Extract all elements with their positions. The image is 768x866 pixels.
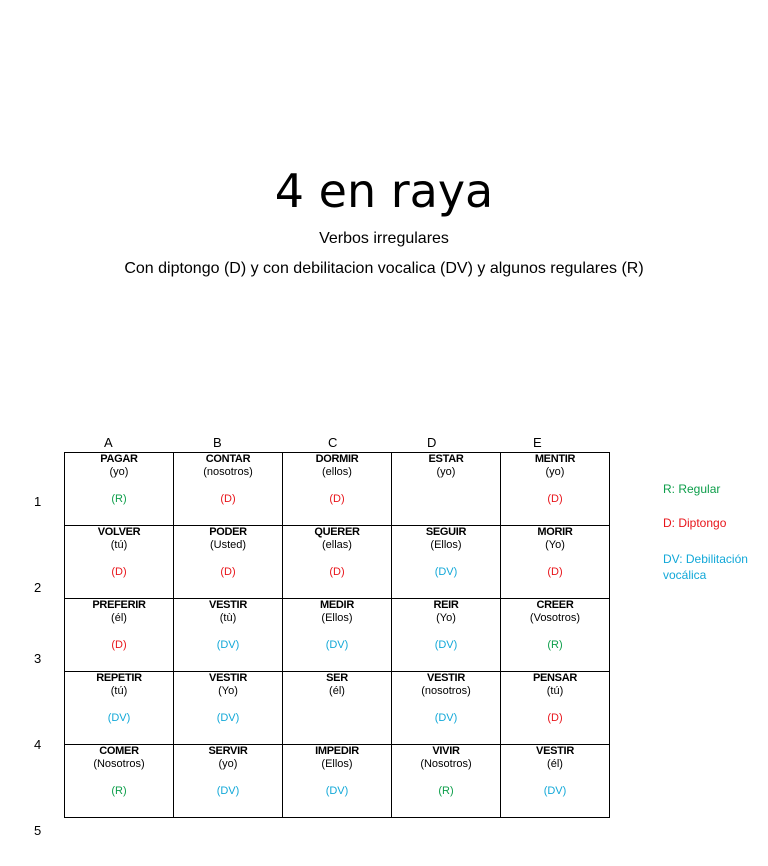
board-cell[interactable] [392,599,501,672]
board-cell[interactable] [392,526,501,599]
cell-verb-type: (DV) [325,639,349,651]
cell-verb: VESTIR [209,672,247,684]
board-cell[interactable] [392,745,501,818]
cell-verb: VESTIR [427,672,465,684]
cell-verb-type: (D) [111,566,127,578]
cell-verb-type: (D) [547,712,563,724]
board-cell[interactable] [65,453,174,526]
board-cell[interactable] [392,672,501,745]
cell-verb-type: (D) [220,566,236,578]
cell-verb: REPETIR [96,672,142,684]
row-number-4: 4 [34,737,42,752]
board-row [65,453,610,526]
subtitle-description: Con diptongo (D) y con debilitacion vocalica (DV) y algunos regulares (R) [124,260,644,277]
cell-pronoun: (Yo) [218,685,238,697]
column-label-c: C [328,435,338,450]
board-cell[interactable] [174,599,283,672]
cell-pronoun: (yo) [545,466,565,478]
row-number-3: 3 [34,651,42,666]
cell-verb: CONTAR [205,453,251,465]
column-label-a: A [104,435,113,450]
legend-diptongo: D: Diptongo [663,516,727,530]
cell-pronoun: (tú) [110,685,128,697]
cell-pronoun: (Usted) [209,539,247,551]
cell-pronoun: (Ellos) [430,539,462,551]
cell-verb-type: (R) [438,785,454,797]
board-cell[interactable] [174,745,283,818]
cell-verb: QUERER [314,526,360,538]
cell-verb-type: (R) [547,639,563,651]
legend-debilitacion: DV: Debilitación vocálica [663,552,748,582]
cell-verb: COMER [99,745,139,757]
board-cell[interactable] [501,526,610,599]
cell-verb: ESTAR [428,453,464,465]
cell-verb: VESTIR [209,599,247,611]
cell-verb-type: (DV) [434,639,458,651]
cell-verb: PODER [209,526,247,538]
cell-verb: VIVIR [432,745,460,757]
cell-verb-type: (D) [329,493,345,505]
cell-verb: SEGUIR [425,526,467,538]
cell-verb: REIR [433,599,459,611]
cell-pronoun: (Nosotros) [93,758,145,770]
cell-pronoun: (nosotros) [421,685,471,697]
cell-verb-type: (DV) [434,566,458,578]
legend-regular: R: Regular [663,482,721,496]
cell-pronoun: (tù) [219,612,237,624]
cell-pronoun: (Yo) [436,612,456,624]
board-cell[interactable] [283,672,392,745]
cell-pronoun: (Yo) [545,539,565,551]
cell-verb-type: (D) [329,566,345,578]
board-cell[interactable] [501,672,610,745]
cell-pronoun: (él) [111,612,127,624]
board-row [65,745,610,818]
row-number-1: 1 [34,494,42,509]
cell-pronoun: (Nosotros) [420,758,472,770]
row-number-2: 2 [34,580,42,595]
cell-pronoun: (ellos) [322,466,352,478]
cell-verb-type: (DV) [434,712,458,724]
board-row [65,526,610,599]
cell-verb: MEDIR [320,599,354,611]
cell-pronoun: (él) [329,685,345,697]
cell-pronoun: (yo) [436,466,456,478]
board-cell[interactable] [283,599,392,672]
cell-verb-type: (DV) [325,785,349,797]
column-label-d: D [427,435,437,450]
cell-pronoun: (tú) [546,685,564,697]
cell-verb: SER [326,672,348,684]
cell-pronoun: (Ellos) [321,758,353,770]
cell-verb-type: (DV) [543,785,567,797]
cell-pronoun: (Vosotros) [529,612,581,624]
cell-verb: SERVIR [208,745,248,757]
cell-verb: MENTIR [534,453,576,465]
cell-verb-type: (DV) [216,785,240,797]
subtitle-irregular-verbs: Verbos irregulares [319,230,449,247]
cell-verb-type: (R) [111,493,127,505]
board-cell[interactable] [392,453,501,526]
board-cell[interactable] [501,745,610,818]
cell-pronoun: (ellas) [322,539,352,551]
cell-verb-type: (R) [111,785,127,797]
cell-pronoun: (tú) [110,539,128,551]
cell-verb: CREER [536,599,574,611]
cell-verb: VOLVER [97,526,141,538]
board-cell[interactable] [174,526,283,599]
page-title: 4 en raya [274,164,494,218]
board-cell[interactable] [501,599,610,672]
board-cell[interactable] [65,526,174,599]
cell-verb: PENSAR [532,672,578,684]
cell-verb: IMPEDIR [315,745,359,757]
cell-verb: VESTIR [536,745,574,757]
board-cell[interactable] [174,453,283,526]
cell-pronoun: (nosotros) [203,466,253,478]
cell-verb-type: (D) [547,493,563,505]
board-cell[interactable] [174,672,283,745]
cell-verb-type: (D) [220,493,236,505]
cell-verb-type: (DV) [216,639,240,651]
row-number-5: 5 [34,823,42,838]
cell-pronoun: (Ellos) [321,612,353,624]
cell-pronoun: (yo) [218,758,238,770]
board-row [65,672,610,745]
cell-verb-type: (DV) [107,712,131,724]
board-row [65,599,610,672]
cell-verb: PAGAR [100,453,138,465]
cell-verb-type: (D) [547,566,563,578]
cell-verb-type: (DV) [216,712,240,724]
cell-verb-type: (D) [111,639,127,651]
cell-verb: MORIR [537,526,573,538]
cell-pronoun: (él) [547,758,563,770]
cell-pronoun: (yo) [109,466,129,478]
column-label-b: B [213,435,222,450]
cell-verb: PREFERIR [92,599,146,611]
board-cell[interactable] [283,453,392,526]
cell-verb: DORMIR [315,453,359,465]
board-cell[interactable] [65,745,174,818]
column-label-e: E [533,435,542,450]
board-cell[interactable] [65,672,174,745]
game-board [64,452,610,818]
board-cell[interactable] [283,526,392,599]
board-cell[interactable] [501,453,610,526]
board-cell[interactable] [283,745,392,818]
board-cell[interactable] [65,599,174,672]
